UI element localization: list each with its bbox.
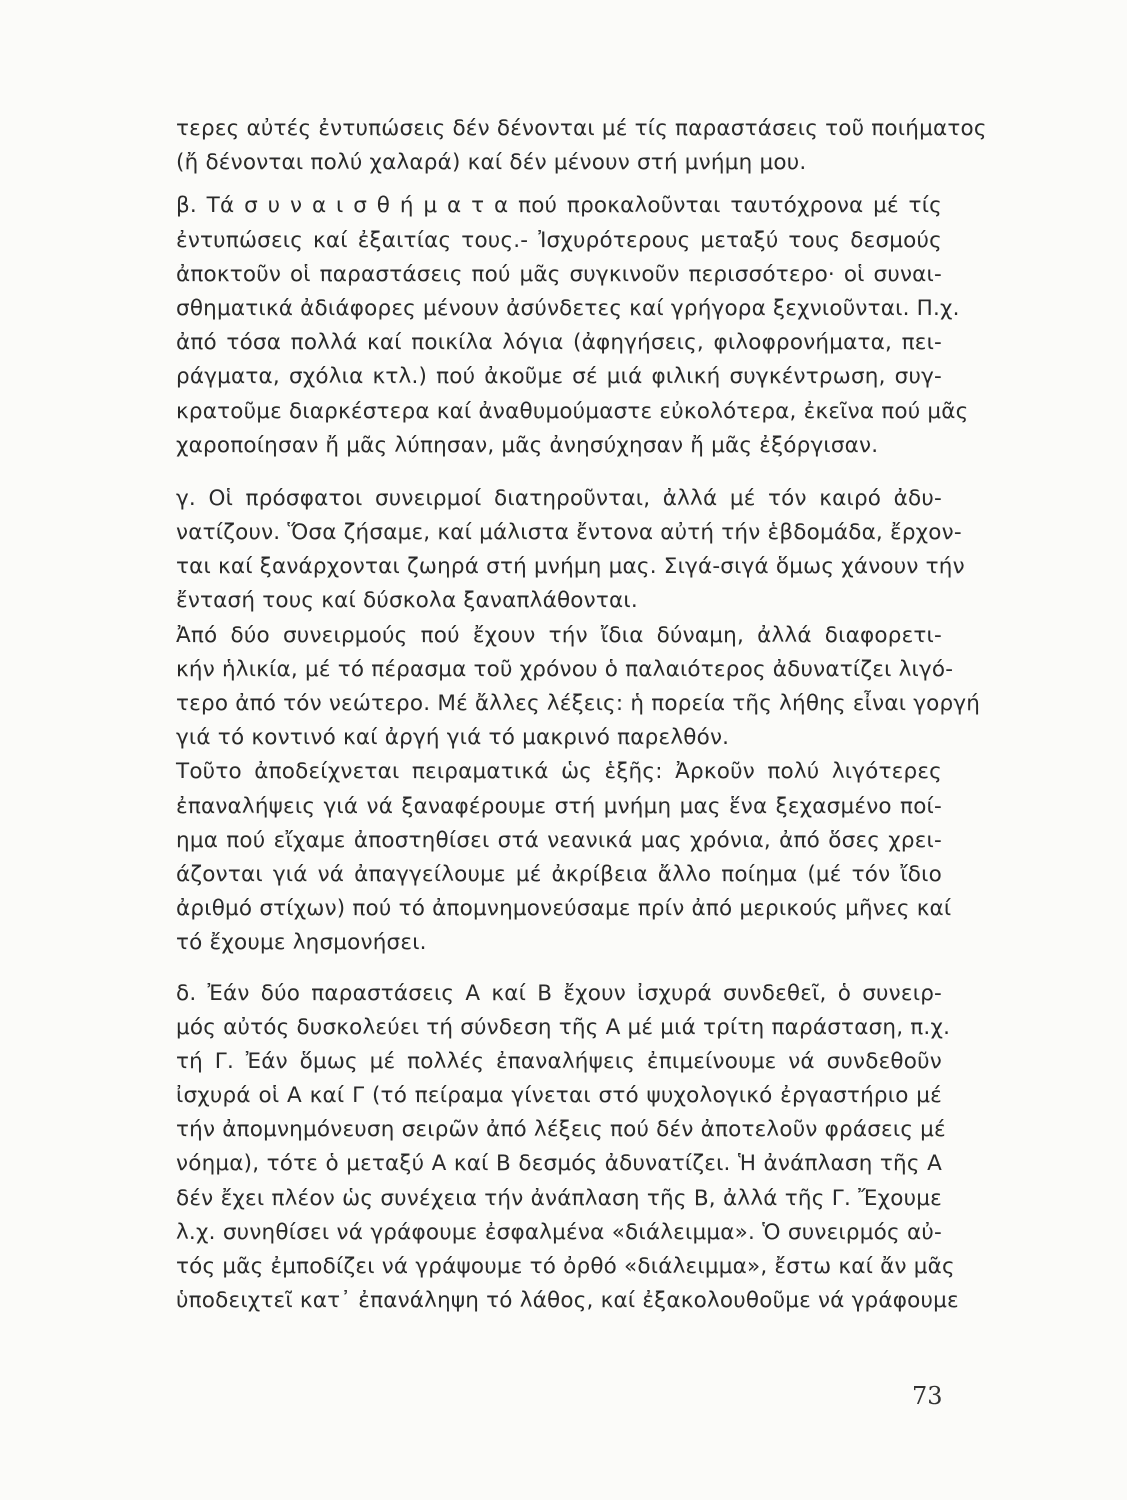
text-line: κήν ἡλικία, μέ τό πέρασμα τοῦ χρόνου ὁ παλαιότερος ἀδυνατίζει λιγό-: [176, 656, 954, 682]
paragraph-section-c: [176, 482, 965, 619]
text-line: τός μᾶς ἐμποδίζει νά γράψουμε τό ὀρθό «διάλειμμα», ἔστω καί ἄν μᾶς: [176, 1254, 955, 1279]
text-line: νόημα), τότε ὁ μεταξύ Α καί Β δεσμός ἀδυνατίζει. Ἡ ἀνάπλαση τῆς Α: [176, 1151, 942, 1177]
text-line: ημα πού εἴχαμε ἀποστηθίσει στά νεανικά μας χρόνια, ἀπό ὅσες χρει-: [176, 827, 942, 853]
text-line: ἔντασή τους καί δύσκολα ξαναπλάθονται.: [176, 588, 638, 614]
text-line: ἀπό τόσα πολλά καί ποικίλα λόγια (ἀφηγήσεις, φιλοφρονήματα, πει-: [176, 330, 942, 356]
paragraph-section-c-2: [176, 619, 981, 756]
text-line: ται καί ξανάρχονται ζωηρά στή μνήμη μας. Σιγά-σιγά ὅμως χάνουν τήν: [176, 554, 965, 580]
text-line: τερο ἀπό τόν νεώτερο. Μέ ἄλλες λέξεις: ἡ πορεία τῆς λήθης εἶναι γοργή: [176, 691, 981, 716]
text-line: νατίζουν. Ὅσα ζήσαμε, καί μάλιστα ἔντονα αὐτή τήν ἑβδομάδα, ἔρχον-: [176, 520, 962, 546]
text-line: ἰσχυρά οἱ Α καί Γ (τό πείραμα γίνεται στό ψυχολογικό ἐργαστήριο μέ: [176, 1083, 942, 1109]
text-line: ἐπαναλήψεις γιά νά ξαναφέρουμε στή μνήμη μας ἕνα ξεχασμένο ποί-: [176, 793, 942, 819]
paragraph-section-d: [176, 977, 959, 1319]
text-line: (ἤ δένονται πολύ χαλαρά) καί δέν μένουν στή μνήμη μου.: [176, 150, 807, 176]
page-number: 73: [912, 1382, 943, 1410]
paragraph-section-c-3: [176, 755, 952, 960]
text-line: ἐντυπώσεις καί ἐξαιτίας τους.- Ἰσχυρότερους μεταξύ τους δεσμούς: [176, 227, 942, 253]
text-line: κρατοῦμε διαρκέστερα καί ἀναθυμούμαστε εὐκολότερα, ἐκεῖνα πού μᾶς: [176, 398, 969, 424]
text-line: δ. Ἐάν δύο παραστάσεις Α καί Β ἔχουν ἰσχυρά συνδεθεῖ, ὁ συνειρ-: [176, 980, 942, 1006]
text-line: τερες αὐτές ἐντυπώσεις δέν δένονται μέ τίς παραστάσεις τοῦ ποιήματος: [176, 116, 987, 141]
text-line: τήν ἀπομνημόνευση σειρῶν ἀπό λέξεις πού δέν ἀποτελοῦν φράσεις μέ: [176, 1117, 946, 1143]
text-line: ἀποκτοῦν οἱ παραστάσεις πού μᾶς συγκινοῦν περισσότερο· οἱ συναι-: [176, 261, 942, 287]
text-line: γ. Οἱ πρόσφατοι συνειρμοί διατηροῦνται, ἀλλά μέ τόν καιρό ἀδυ-: [176, 485, 942, 511]
paragraph-continuation: [176, 112, 987, 180]
text-line: δέν ἔχει πλέον ὡς συνέχεια τήν ἀνάπλαση τῆς Β, ἀλλά τῆς Γ. Ἔχουμε: [176, 1185, 942, 1211]
text-line: χαροποίησαν ἤ μᾶς λύπησαν, μᾶς ἀνησύχησαν ἤ μᾶς ἐξόργισαν.: [176, 432, 879, 458]
text-line: ὑποδειχτεῖ κατ᾽ ἐπανάληψη τό λάθος, καί ἐξακολουθοῦμε νά γράφουμε: [176, 1288, 959, 1314]
text-line: τή Γ. Ἐάν ὅμως μέ πολλές ἐπαναλήψεις ἐπιμείνουμε νά συνδεθοῦν: [176, 1048, 942, 1074]
text-line: λ.χ. συνηθίσει νά γράφουμε ἐσφαλμένα «διάλειμμα». Ὁ συνειρμός αὐ-: [176, 1219, 942, 1245]
text-line: γιά τό κοντινό καί ἀργή γιά τό μακρινό παρελθόν.: [176, 725, 730, 751]
text-line: β. Τά σ υ ν α ι σ θ ή μ α τ α πού προκαλοῦνται ταυτόχρονα μέ τίς: [176, 193, 942, 219]
text-line: τό ἔχουμε λησμονήσει.: [176, 930, 427, 956]
text-line: Ἀπό δύο συνειρμούς πού ἔχουν τήν ἴδια δύναμη, ἀλλά διαφορετι-: [176, 622, 942, 648]
text-line: ράγματα, σχόλια κτλ.) πού ἀκοῦμε σέ μιά φιλική συγκέντρωση, συγ-: [176, 364, 942, 390]
text-line: Τοῦτο ἀποδείχνεται πειραματικά ὡς ἑξῆς: Ἀρκοῦν πολύ λιγότερες: [176, 759, 942, 785]
text-line: ἀριθμό στίχων) πού τό ἀπομνημονεύσαμε πρίν ἀπό μερικούς μῆνες καί: [176, 896, 952, 922]
text-line: μός αὐτός δυσκολεύει τή σύνδεση τῆς Α μέ μιά τρίτη παράσταση, π.χ.: [176, 1014, 951, 1040]
text-line: άζονται γιά νά ἀπαγγείλουμε μέ ἀκρίβεια ἄλλο ποίημα (μέ τόν ἴδιο: [176, 861, 942, 887]
paragraph-section-b: [176, 189, 969, 463]
text-line: σθηματικά ἀδιάφορες μένουν ἀσύνδετες καί γρήγορα ξεχνιοῦνται. Π.χ.: [176, 295, 960, 321]
body-text: [176, 112, 987, 1318]
